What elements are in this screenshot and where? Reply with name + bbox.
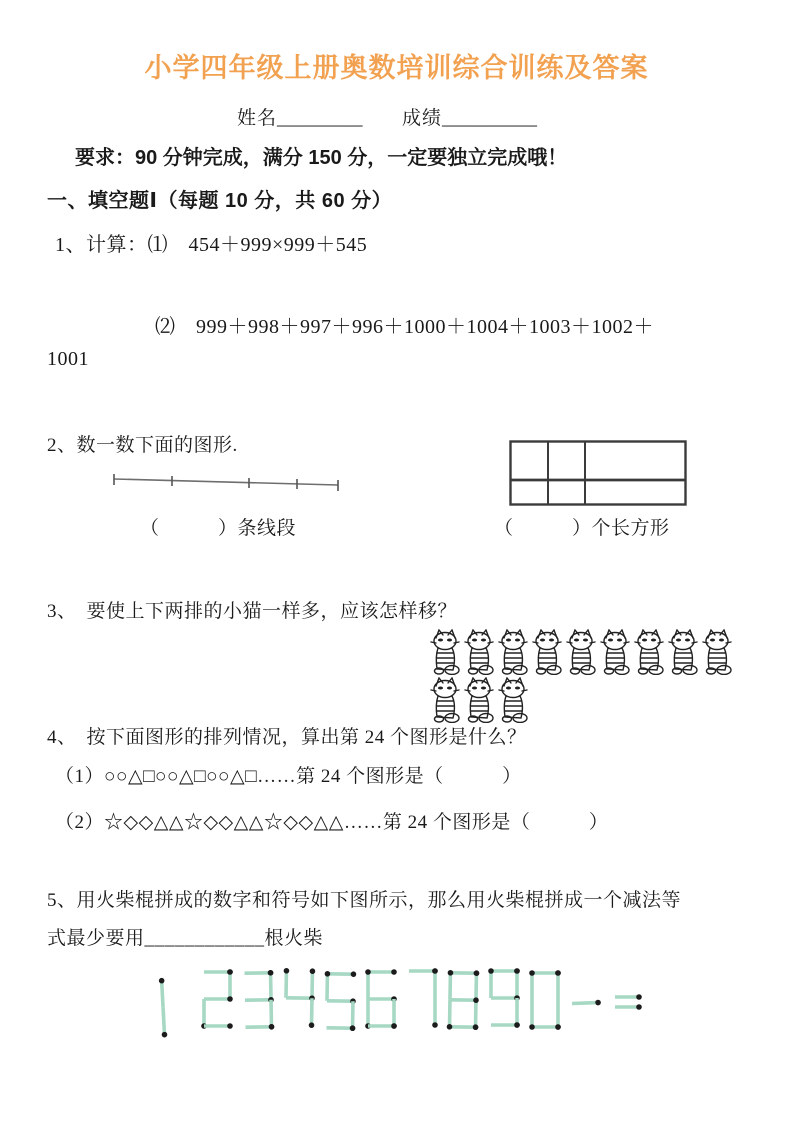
kitten-icon <box>632 629 666 675</box>
kitten-row-bottom <box>428 677 734 723</box>
question-4-line1: （1）○○△□○○△□○○△□……第 24 个图形是（ ） <box>55 766 522 787</box>
section-heading: 一、填空题Ⅰ（每题 10 分，共 60 分） <box>47 190 393 212</box>
kitten-icon <box>564 629 598 675</box>
name-score-line <box>237 103 537 130</box>
name-blank: _________ <box>277 108 363 129</box>
kitten-icon <box>462 629 496 675</box>
kitten-icon <box>700 629 734 675</box>
question-5-line1: 5、用火柴棍拼成的数字和符号如下图所示，那么用火柴棍拼成一个减法等 <box>47 890 682 911</box>
score-label: 成绩 <box>402 108 443 129</box>
kitten-icon <box>666 629 700 675</box>
question-1-part2: ⑵ 999＋998＋997＋996＋1000＋1004＋1003＋1002＋ <box>155 316 654 338</box>
kitten-icon <box>496 677 530 723</box>
kitten-icon <box>428 629 462 675</box>
kitten-row-top <box>428 629 734 675</box>
kitten-figure <box>428 629 734 723</box>
page-title: 小学四年级上册奥数培训综合训练及答案 <box>144 53 649 83</box>
kitten-icon <box>428 677 462 723</box>
score-blank: __________ <box>442 108 538 129</box>
matchstick-figure <box>158 963 663 1047</box>
kitten-icon <box>462 677 496 723</box>
line-segment-figure <box>110 472 342 492</box>
name-label: 姓名 <box>237 108 278 129</box>
answer-line-segments: （ ）条线段 <box>140 518 297 539</box>
kitten-icon <box>598 629 632 675</box>
answer-rectangles: （ ）个长方形 <box>494 518 670 539</box>
question-1: 1、计算：⑴ 454＋999×999＋545 <box>55 234 368 256</box>
question-1-part2-carry: 1001 <box>47 348 89 370</box>
question-5-line2: 式最少要用____________根火柴 <box>47 928 324 949</box>
question-2: 2、数一数下面的图形. <box>47 435 238 456</box>
rectangle-figure <box>509 440 687 506</box>
question-4-line2: （2）☆◇◇△△☆◇◇△△☆◇◇△△……第 24 个图形是（ ） <box>55 812 609 833</box>
kitten-icon <box>530 629 564 675</box>
question-3: 3、 要使上下两排的小猫一样多，应该怎样移？ <box>47 601 458 622</box>
question-4: 4、 按下面图形的排列情况，算出第 24 个图形是什么？ <box>47 727 527 748</box>
kitten-icon <box>496 629 530 675</box>
requirement-text: 要求：90 分钟完成，满分 150 分，一定要独立完成哦！ <box>75 147 568 169</box>
